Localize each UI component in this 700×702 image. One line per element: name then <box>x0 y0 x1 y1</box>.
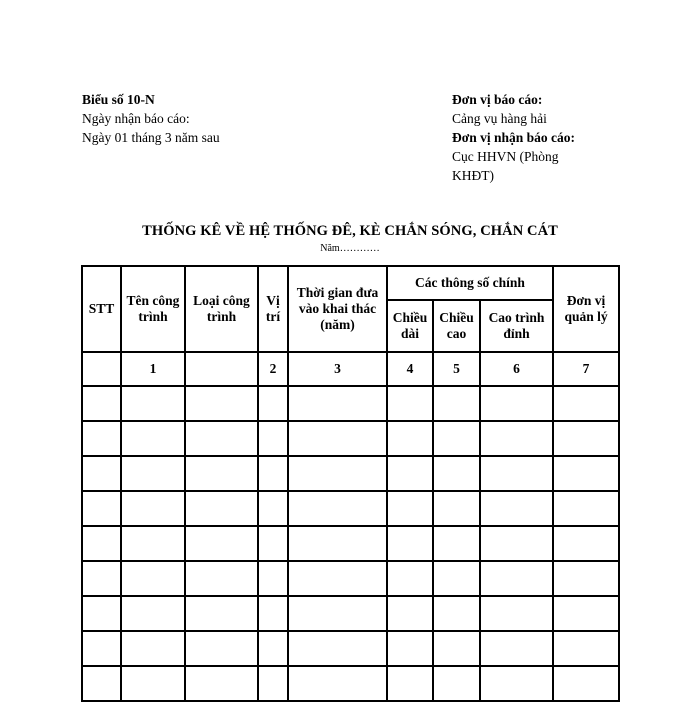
table-cell <box>185 561 258 596</box>
table-cell <box>553 526 619 561</box>
table-cell <box>553 386 619 421</box>
table-cell <box>433 631 480 666</box>
receiving-unit-value-line1: Cục HHVN (Phòng <box>452 149 559 164</box>
report-header-left <box>82 90 220 147</box>
table-cell <box>288 456 387 491</box>
table-cell <box>288 631 387 666</box>
table-cell <box>288 421 387 456</box>
table-cell <box>553 596 619 631</box>
document-year: Năm………… <box>320 243 380 254</box>
table-cell <box>553 421 619 456</box>
table-cell <box>288 491 387 526</box>
table-cell <box>185 631 258 666</box>
report-header-right <box>452 90 622 185</box>
column-index-row <box>82 352 619 386</box>
table-cell <box>387 526 433 561</box>
table-cell <box>121 526 185 561</box>
header-chieu-cao: Chiều cao <box>433 300 480 352</box>
table-cell <box>387 596 433 631</box>
table-cell <box>480 421 553 456</box>
statistics-table <box>81 265 620 702</box>
table-row <box>82 491 619 526</box>
table-cell <box>433 386 480 421</box>
table-cell <box>387 631 433 666</box>
table-cell <box>387 561 433 596</box>
index-cell: 6 <box>480 352 553 386</box>
table-cell <box>82 596 121 631</box>
index-cell: 7 <box>553 352 619 386</box>
table-row <box>82 666 619 701</box>
table-cell <box>433 561 480 596</box>
index-cell <box>185 352 258 386</box>
table-cell <box>121 421 185 456</box>
table-row <box>82 386 619 421</box>
table-cell <box>185 526 258 561</box>
table-cell <box>480 631 553 666</box>
table-cell <box>480 596 553 631</box>
header-chieu-dai: Chiều dài <box>387 300 433 352</box>
index-cell: 3 <box>288 352 387 386</box>
header-ten-cong-trinh: Tên công trình <box>121 266 185 352</box>
reporting-unit-value: Cảng vụ hàng hải <box>452 111 547 126</box>
table-cell <box>553 456 619 491</box>
table-cell <box>121 561 185 596</box>
table-cell <box>185 456 258 491</box>
table-cell <box>82 456 121 491</box>
table-cell <box>288 666 387 701</box>
table-cell <box>387 666 433 701</box>
table-cell <box>433 456 480 491</box>
table-cell <box>82 526 121 561</box>
table-cell <box>433 596 480 631</box>
index-cell <box>82 352 121 386</box>
table-cell <box>433 491 480 526</box>
table-row <box>82 456 619 491</box>
table-cell <box>185 421 258 456</box>
table-row <box>82 526 619 561</box>
table-cell <box>387 456 433 491</box>
table-cell <box>185 666 258 701</box>
index-cell: 1 <box>121 352 185 386</box>
table-cell <box>433 526 480 561</box>
table-cell <box>258 561 288 596</box>
table-cell <box>258 386 288 421</box>
table-cell <box>82 561 121 596</box>
table-cell <box>433 421 480 456</box>
table-cell <box>121 666 185 701</box>
table-cell <box>480 491 553 526</box>
table-cell <box>480 386 553 421</box>
table-cell <box>121 386 185 421</box>
table-cell <box>82 421 121 456</box>
table-cell <box>185 596 258 631</box>
table-cell <box>480 561 553 596</box>
document-title: THỐNG KÊ VỀ HỆ THỐNG ĐÊ, KÈ CHẮN SÓNG, CHẮN CÁT <box>142 223 558 239</box>
table-cell <box>433 666 480 701</box>
table-cell <box>553 666 619 701</box>
table-row <box>82 561 619 596</box>
header-loai-cong-trinh: Loại công trình <box>185 266 258 352</box>
table-row <box>82 596 619 631</box>
table-cell <box>387 386 433 421</box>
table-cell <box>288 561 387 596</box>
table-cell <box>288 526 387 561</box>
header-vi-tri: Vị trí <box>258 266 288 352</box>
table-row <box>82 631 619 666</box>
reporting-unit-label: Đơn vị báo cáo: <box>452 92 543 107</box>
table-cell <box>82 666 121 701</box>
table-cell <box>288 596 387 631</box>
receive-date-label: Ngày nhận báo cáo: <box>82 111 190 126</box>
table-cell <box>258 596 288 631</box>
table-cell <box>258 421 288 456</box>
form-code: Biểu số 10-N <box>82 92 155 107</box>
header-don-vi-quan-ly: Đơn vị quản lý <box>553 266 619 352</box>
table-cell <box>553 631 619 666</box>
table-cell <box>258 491 288 526</box>
table-cell <box>258 456 288 491</box>
table-cell <box>82 386 121 421</box>
table-cell <box>258 631 288 666</box>
header-stt: STT <box>82 266 121 352</box>
table-row <box>82 421 619 456</box>
table-cell <box>82 491 121 526</box>
index-cell: 2 <box>258 352 288 386</box>
header-thong-so-chinh: Các thông số chính <box>387 266 553 300</box>
table-cell <box>121 491 185 526</box>
table-cell <box>387 491 433 526</box>
table-cell <box>121 631 185 666</box>
receiving-unit-value-line2: KHĐT) <box>452 168 494 183</box>
table-cell <box>258 526 288 561</box>
table-cell <box>185 386 258 421</box>
table-cell <box>553 561 619 596</box>
receiving-unit-label: Đơn vị nhận báo cáo: <box>452 130 576 145</box>
index-cell: 5 <box>433 352 480 386</box>
table-cell <box>121 456 185 491</box>
table-cell <box>553 491 619 526</box>
receive-date-value: Ngày 01 tháng 3 năm sau <box>82 130 220 145</box>
table-cell <box>387 421 433 456</box>
header-thoi-gian-khai-thac: Thời gian đưa vào khai thác (năm) <box>288 266 387 352</box>
table-cell <box>480 526 553 561</box>
table-cell <box>480 666 553 701</box>
table-cell <box>480 456 553 491</box>
index-cell: 4 <box>387 352 433 386</box>
table-cell <box>121 596 185 631</box>
table-cell <box>82 631 121 666</box>
header-cao-trinh-dinh: Cao trình đỉnh <box>480 300 553 352</box>
table-cell <box>258 666 288 701</box>
table-cell <box>185 491 258 526</box>
table-cell <box>288 386 387 421</box>
